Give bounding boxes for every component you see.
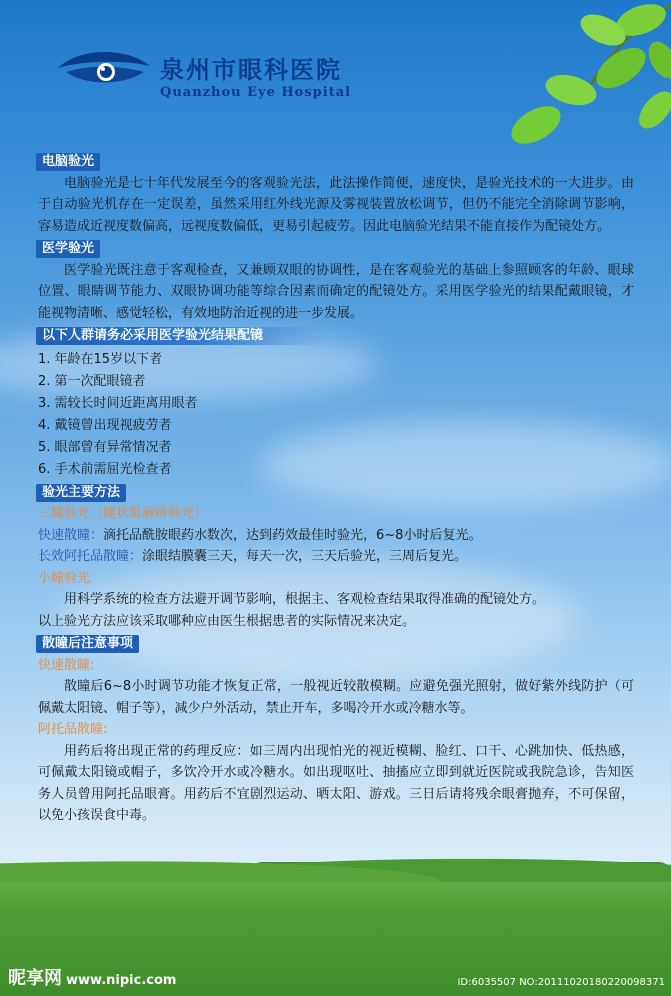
list-item: 3. 需较长时间近距离用眼者 [38, 395, 198, 411]
atropine-label: 长效阿托品散瞳： [38, 549, 143, 564]
section-heading-methods: 验光主要方法 [36, 484, 126, 502]
hospital-name-en: Quanzhou Eye Hospital [160, 85, 352, 100]
after-fast-title: 快速散瞳: [38, 657, 95, 673]
list-item: 2. 第一次配眼镜者 [38, 373, 146, 389]
section-heading-medical: 医学验光 [36, 240, 100, 258]
watermark-brand [8, 964, 176, 990]
section-heading-computer: 电脑验光 [36, 153, 100, 171]
poster-content [38, 150, 634, 827]
section-heading-groups: 以下人群请务必采用医学验光结果配镜 [36, 327, 323, 345]
fast-dilation-line [38, 525, 634, 547]
list-item: 5. 眼部曾有异常情况者 [38, 439, 172, 455]
hospital-name-cn: 泉州市眼科医院 [160, 56, 342, 84]
fast-dilation-text: 滴托品酰胺眼药水数次，达到药效最佳时验光，6~8小时后复光。 [103, 527, 482, 543]
after-fast-body: 散瞳后6~8小时调节功能才恢复正常，一般视近较散模糊。应避免强光照射，做好紫外线防护（可佩戴太阳镜、帽子等），减少户外活动，禁止开车，多喝冷开水或冷糖水等。 [38, 679, 634, 716]
small-pupil-title: 小瞳验光 [38, 570, 91, 586]
computer-body: 电脑验光是七十年代发展至今的客观验光法，此法操作简便，速度快，是验光技术的一大进步。由于自动验光机存在一定误差，虽然采用红外线光源及雾视装置放松调节，但仍不能完全消除调节影响，容易造成近视度数偏高，远视度数偏低，更易引起疲劳。因此电脑验光结果不能直接作为配镜处方。 [38, 175, 634, 234]
hospital-logo-text [160, 50, 351, 100]
medical-body: 医学验光既注意于客观检查，又兼顾双眼的协调性，是在客观验光的基础上参照顾客的年龄、眼球位置、眼睛调节能力、双眼协调功能等综合因素而确定的配镜处方。采用医学验光的结果配戴眼镜，才能视物清晰、感觉轻松，有效地防治近视的进一步发展。 [38, 262, 634, 321]
watermark-brand-name: 昵享网 [8, 968, 62, 989]
eye-logo-icon [56, 46, 152, 90]
after-atropine-title: 阿托品散瞳: [38, 722, 108, 737]
fast-dilation-label: 快速散瞳： [38, 527, 104, 543]
section-heading-after: 散瞳后注意事项 [36, 635, 139, 653]
list-item: 1. 年龄在15岁以下者 [38, 351, 163, 367]
small-pupil-body: 用科学系统的检查方法避开调节影响，根据主、客观检查结果取得准确的配镜处方。 [64, 592, 546, 607]
methods-note: 以上验光方法应该采取哪种应由医生根据患者的实际情况来决定。 [38, 613, 416, 629]
watermark-id: ID:6035507 NO:20111020180220098371 [457, 977, 665, 988]
green-leaves-image [491, 0, 671, 160]
atropine-text: 涂眼结膜囊三天，每天一次，三天后验光，三周后复光。 [142, 549, 468, 564]
groups-list [38, 349, 634, 481]
after-atropine-body: 用药后将出现正常的药理反应：如三周内出现怕光的视近模糊、脸红、口干、心跳加快、低热感，可佩戴太阳镜或帽子，多饮冷开水或冷糖水。如出现呕吐、抽搐应立即到就近医院或我院急诊，告知医务人员曾用阿托品眼膏。用药后不宜剧烈运动、晒太阳、游戏。三日后请将残余眼膏抛弃，不可保留，以免小孩误食中毒。 [38, 743, 634, 823]
watermark-url: www.nipic.com [66, 973, 177, 988]
list-item: 6. 手术前需屈光检查者 [38, 461, 172, 477]
atropine-line [38, 546, 634, 568]
list-item: 4. 戴镜曾出现视疲劳者 [38, 417, 172, 433]
cyclo-title: 三瞳验光（睫状肌麻痹验光） [38, 506, 208, 521]
